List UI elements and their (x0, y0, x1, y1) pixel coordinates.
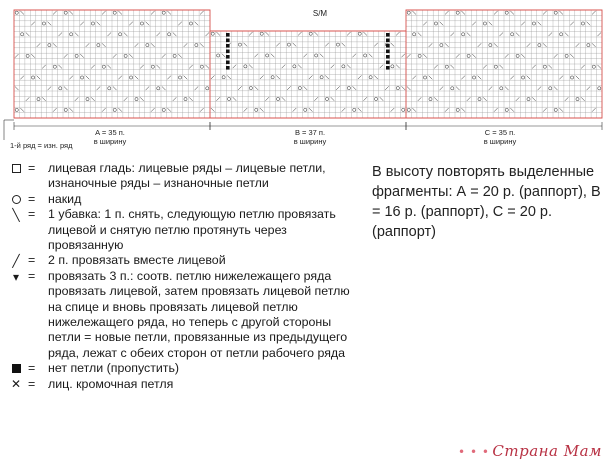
section-a-width: A = 35 п. в ширину (93, 128, 127, 146)
row1-label: 1-й ряд = изн. ряд (10, 141, 73, 150)
section-c-width: C = 35 п. в ширину (483, 128, 517, 146)
backslash-icon: ╲ (12, 207, 20, 222)
legend-item-k2tog: ╱ = 2 п. провязать вместе лицевой (12, 253, 226, 269)
size-label: S/M (312, 9, 328, 18)
legend-item-yarn-over: = накид (4, 192, 356, 207)
watermark-logo: • • • Страна Мам (458, 442, 602, 460)
cross-icon: ✕ (10, 377, 22, 392)
legend (4, 161, 356, 392)
repeat-note: В высоту повторять выделенные фрагменты: А = 20 р. (раппорт), В = 16 р. (раппорт), С = 20 р. (раппорт) (372, 164, 601, 240)
legend-item-stockinette: = лицевая гладь: лицевые ряды – лицевые петли, изнаночные ряды – изнаночные петли (4, 161, 356, 192)
legend-item-edge-stitch: ✕ = лиц. кромочная петля (10, 376, 174, 392)
section-b-width: B = 37 п. в ширину (293, 128, 327, 146)
grid-lines (14, 10, 602, 118)
triangle-icon: ▾ (12, 269, 20, 284)
slash-icon: ╱ (12, 254, 20, 269)
square-icon (12, 164, 21, 173)
dots-icon: • • • (458, 445, 490, 459)
legend-item-ssk: ╲ = 1 убавка: 1 п. снять, следующую петлю провязать лицевой и снятую петлю протянуть через провязанную (12, 207, 336, 253)
legend-item-no-stitch: = нет петли (пропустить) (4, 361, 356, 376)
legend-item-knit3: ▾ = провязать 3 п.: соотв. петлю нижележащего ряда провязать лицевой, затем провязать лицевой петлю на спице и вновь провязать лицевой петлю нижележащего ряда, но теперь с другой стороны петли = новые петли, провязанные из предыдущего ряда, лежат с обеих сторон от петли рабочего ряда (12, 268, 350, 360)
knitting-chart (0, 0, 610, 155)
filled-square-icon (12, 364, 21, 373)
circle-icon (12, 195, 21, 204)
